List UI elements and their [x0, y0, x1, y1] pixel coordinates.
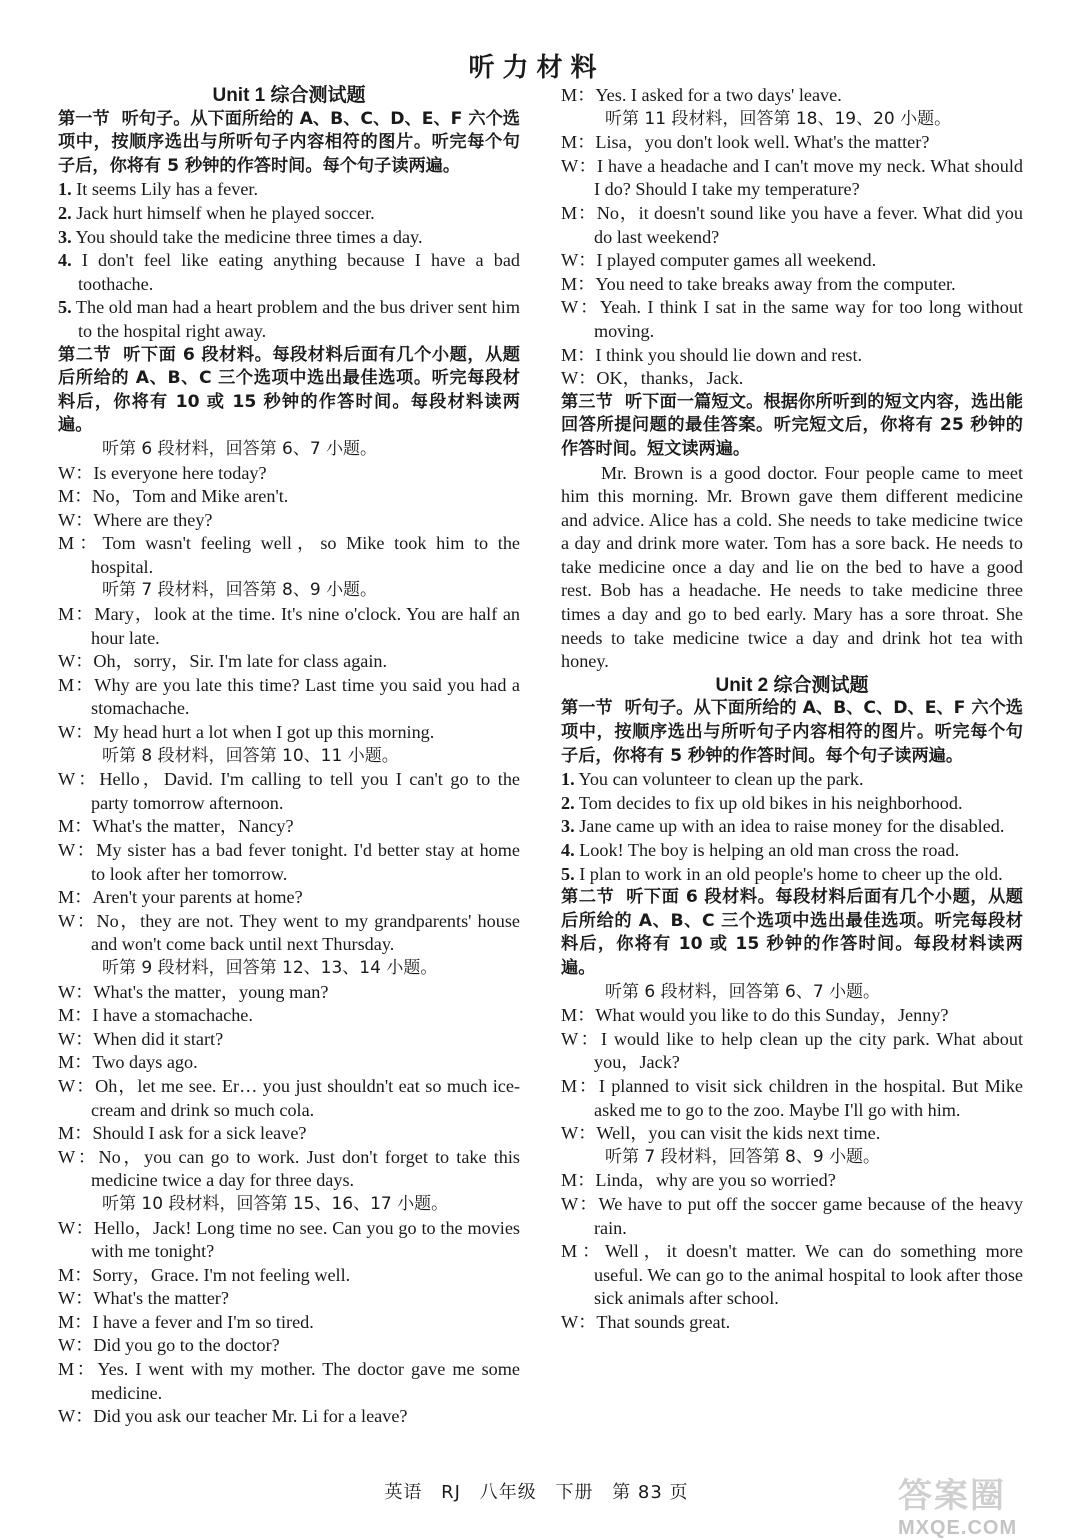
dialogue-line: W：My head hurt a lot when I got up this morning. — [58, 722, 435, 743]
dialogue-line: M：Well，it doesn't matter. We can do something more useful. We can go to the animal hospital to look after those sick animals after school. — [561, 1241, 1023, 1309]
sentence-item — [561, 815, 1023, 839]
dialogue-line: M：Tom wasn't feeling well，so Mike took him to the hospital. — [58, 533, 520, 577]
dialogue-line: M：Aren't your parents at home? — [58, 887, 303, 908]
instruction-text: 听句子。从下面所给的 A、B、C、D、E、F 六个选项中，按顺序选出与所听句子内容相符的图片。听完每个句子后，你将有 5 秒钟的作答时间。每个句子读两遍。 — [561, 698, 1023, 766]
item-text: Look! The boy is helping an old man cross the road. — [579, 840, 960, 860]
item-text: You can volunteer to clean up the park. — [578, 769, 864, 790]
section-instructions — [58, 344, 520, 438]
dialogue-line: M：Yes. I asked for a two days' leave. — [561, 85, 842, 105]
sentence-item — [561, 768, 1023, 792]
dialogue-line: W：No，they are not. They went to my grandparents' house and won't come back until next Thursday. — [58, 910, 520, 955]
dialogue-line: W：I would like to help clean up the city park. What about you，Jack? — [561, 1028, 1023, 1073]
dialogue-line: M：No，it doesn't sound like you have a fever. What did you do last weekend? — [561, 202, 1023, 247]
dialogue-line: M：I have a fever and I'm so tired. — [58, 1311, 314, 1332]
item-text: The old man had a heart problem and the bus driver sent him to the hospital right away. — [75, 297, 521, 341]
item-text: Jane came up with an idea to raise money for the disabled. — [579, 816, 1005, 837]
dialogue-line: W：I played computer games all weekend. — [561, 250, 877, 271]
section-instructions — [561, 697, 1023, 768]
dialogue-line: M：Mary，look at the time. It's nine o'clock. You are half an hour late. — [58, 604, 520, 648]
section-label: 第一节 — [561, 698, 613, 719]
dialogue-line: M：Yes. I went with my mother. The doctor gave me some medicine. — [58, 1359, 520, 1403]
item-text: I don't feel like eating anything because I have a bad toothache. — [78, 250, 521, 294]
item-text: You should take the medicine three times a day. — [75, 226, 423, 247]
dialogue-line: M：Sorry，Grace. I'm not feeling well. — [58, 1264, 351, 1285]
left-column — [58, 84, 520, 1429]
dialogue-line: M：You need to take breaks away from the computer. — [561, 273, 956, 294]
page-title: 听力材料 — [468, 53, 605, 83]
sentence-item — [561, 839, 1023, 863]
item-number: 1. — [561, 769, 575, 790]
instruction-text: 听下面 6 段材料。每段材料后面有几个小题，从题后所给的 A、B、C 三个选项中选出最佳选项。听完每段材料后，你将有 10 或 15 秒钟的作答时间。每段材料读两遍。 — [561, 887, 1023, 978]
dialogue-line: W：What's the matter，young man? — [58, 981, 329, 1002]
material-instruction: 听第 7 段材料，回答第 8、9 小题。 — [605, 1146, 881, 1167]
dialogue-line: W：Did you ask our teacher Mr. Li for a leave? — [58, 1406, 408, 1427]
dialogue-line: W：Oh，let me see. Er… you just shouldn't eat so much ice-cream and drink so much cola. — [58, 1075, 520, 1120]
dialogue-line: W：That sounds great. — [561, 1311, 731, 1332]
dialogue-line: M：No，Tom and Mike aren't. — [58, 486, 289, 507]
material-instruction: 听第 10 段材料，回答第 15、16、17 小题。 — [102, 1193, 449, 1214]
sentence-item — [58, 296, 520, 343]
material-instruction: 听第 6 段材料，回答第 6、7 小题。 — [605, 981, 881, 1002]
section-label: 第二节 — [561, 887, 615, 908]
section-label: 第三节 — [561, 391, 613, 412]
watermark-site: MXQE.COM — [898, 1517, 1018, 1539]
footer-edition: RJ — [441, 1482, 461, 1503]
watermark-logo-text: 答案圈 — [898, 1476, 1006, 1516]
dialogue-line: W：Well，you can visit the kids next time. — [561, 1123, 881, 1144]
dialogue-line: M：Linda，why are you so worried? — [561, 1170, 836, 1191]
item-text: Jack hurt himself when he played soccer. — [76, 202, 375, 223]
dialogue-line: W：Did you go to the doctor? — [58, 1335, 280, 1356]
instruction-text: 听下面 6 段材料。每段材料后面有几个小题，从题后所给的 A、B、C 三个选项中选出最佳选项。听完每段材料后，你将有 10 或 15 秒钟的作答时间。每段材料读两遍。 — [58, 344, 520, 436]
sentence-item — [58, 249, 520, 296]
dialogue-line: M：Lisa，you don't look well. What's the matter? — [561, 132, 930, 153]
material-instruction: 听第 8 段材料，回答第 10、11 小题。 — [102, 745, 399, 766]
dialogue-line: W：I have a headache and I can't move my neck. What should I do? Should I take my temperature? — [561, 155, 1023, 200]
section-label: 第一节 — [58, 108, 110, 129]
item-number: 1. — [58, 179, 72, 200]
dialogue-line: W：Is everyone here today? — [58, 462, 267, 483]
dialogue-line: W：We have to put off the soccer game because of the heavy rain. — [561, 1193, 1023, 1238]
section-heading: Unit 2 综合测试题 — [715, 674, 869, 696]
material-instruction: 听第 9 段材料，回答第 12、13、14 小题。 — [102, 957, 438, 978]
dialogue-line: W：Hello，David. I'm calling to tell you I can't go to the party tomorrow afternoon. — [58, 769, 520, 813]
instruction-text: 听下面一篇短文。根据你所听到的短文内容，选出能回答所提问题的最佳答案。听完短文后，你将有 25 秒钟的作答时间。短文读两遍。 — [561, 391, 1023, 459]
sentence-item — [561, 792, 1023, 816]
footer-grade: 八年级 — [479, 1482, 537, 1503]
footer-page-number: 第 83 页 — [612, 1482, 689, 1503]
item-number: 5. — [58, 297, 72, 318]
dialogue-line: M：What's the matter，Nancy? — [58, 816, 294, 837]
passage-paragraph: Mr. Brown is a good doctor. Four people came to meet him this morning. Mr. Brown gave them different medicine and advice. Alice has a cold. She needs to take medicine twice a day and drink more water. Tom has a sore back. He needs to take medicine once a day and lie on the bed to have a good rest. Bob has a headache. He needs to take medicine three times a day and go to bed early. Mary has a sore throat. She needs to take medicine twice a day and drink hot tea with honey. — [561, 462, 1023, 672]
section-instructions — [58, 108, 520, 179]
item-number: 3. — [58, 226, 72, 247]
section-heading: Unit 1 综合测试题 — [212, 85, 366, 106]
item-number: 2. — [58, 202, 72, 223]
material-instruction: 听第 11 段材料，回答第 18、19、20 小题。 — [605, 108, 952, 129]
dialogue-line: W：Yeah. I think I sat in the same way for too long without moving. — [561, 297, 1023, 341]
section-instructions — [561, 391, 1023, 462]
dialogue-line: M：I have a stomachache. — [58, 1005, 253, 1026]
sentence-item — [561, 863, 1023, 887]
instruction-text: 听句子。从下面所给的 A、B、C、D、E、F 六个选项中，按顺序选出与所听句子内容相符的图片。听完每个句子后，你将有 5 秒钟的作答时间。每个句子读两遍。 — [58, 108, 520, 176]
item-number: 5. — [561, 863, 575, 884]
dialogue-line: M：Should I ask for a sick leave? — [58, 1123, 307, 1144]
dialogue-line: W：OK，thanks，Jack. — [561, 368, 744, 389]
section-label: 第二节 — [58, 344, 112, 365]
dialogue-line: W：Where are they? — [58, 509, 213, 530]
sentence-item — [58, 178, 520, 202]
dialogue-line: W：My sister has a bad fever tonight. I'd better stay at home to look after her tomorrow. — [58, 840, 520, 884]
item-number: 4. — [561, 840, 575, 860]
item-number: 4. — [58, 250, 72, 271]
material-instruction: 听第 6 段材料，回答第 6、7 小题。 — [102, 438, 378, 459]
dialogue-line: W：Oh，sorry，Sir. I'm late for class again. — [58, 651, 388, 672]
item-text: I plan to work in an old people's home to cheer up the old. — [579, 863, 1003, 884]
item-number: 3. — [561, 816, 575, 837]
item-number: 2. — [561, 792, 575, 813]
sentence-item — [58, 226, 520, 250]
dialogue-line: M：Two days ago. — [58, 1052, 198, 1073]
dialogue-line: M：Why are you late this time? Last time you said you had a stomachache. — [58, 674, 520, 719]
material-instruction: 听第 7 段材料，回答第 8、9 小题。 — [102, 580, 378, 601]
section-instructions — [561, 886, 1023, 980]
dialogue-line: W：Hello，Jack! Long time no see. Can you go to the movies with me tonight? — [58, 1217, 520, 1262]
dialogue-line: W：When did it start? — [58, 1028, 224, 1049]
dialogue-line: W：What's the matter? — [58, 1288, 229, 1309]
footer-subject: 英语 — [384, 1482, 423, 1503]
item-text: It seems Lily has a fever. — [76, 179, 258, 200]
dialogue-line: W：No，you can go to work. Just don't forget to take this medicine twice a day for three days. — [58, 1146, 520, 1191]
item-text: Tom decides to fix up old bikes in his neighborhood. — [578, 792, 963, 813]
dialogue-line: M：I planned to visit sick children in the hospital. But Mike asked me to go to the zoo. Maybe I'll go with him. — [561, 1075, 1023, 1120]
sentence-item — [58, 202, 520, 226]
dialogue-line: M：What would you like to do this Sunday，Jenny? — [561, 1005, 949, 1026]
dialogue-line: M：I think you should lie down and rest. — [561, 344, 863, 365]
footer-volume: 下册 — [555, 1482, 594, 1503]
right-column — [561, 84, 1023, 1334]
watermark-logo — [898, 1468, 1066, 1539]
